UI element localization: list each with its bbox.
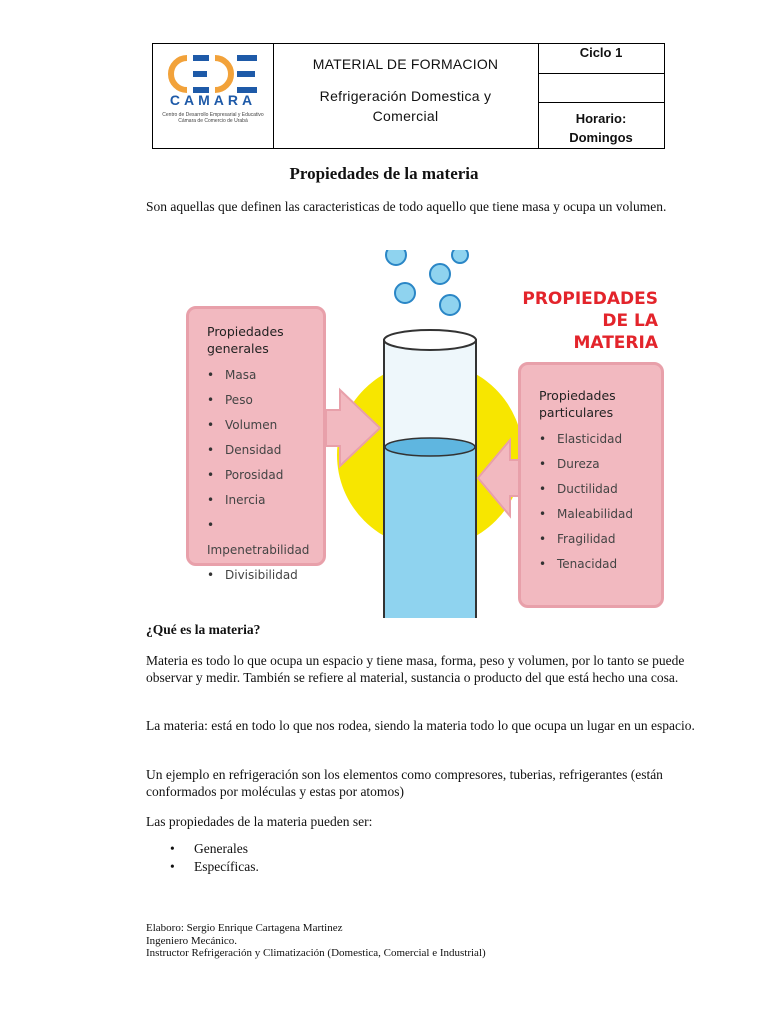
general-properties-title: Propiedades generales [207, 324, 284, 356]
footer-role: Instructor Refrigeración y Climatización (Domestica, Comercial e Industrial) [146, 947, 486, 959]
particular-properties-panel [518, 362, 664, 608]
paragraph-definition: Materia es todo lo que ocupa un espacio y tiene masa, forma, peso y volumen, por lo tanto se puede observar y medir. También se refiere al material, sustancia o producto del que está hecho una cosa. [146, 653, 685, 685]
general-properties-list [207, 363, 323, 588]
heading-line: PROPIEDADES [522, 289, 658, 309]
list-item: • Divisibilidad [207, 563, 323, 588]
list-item: • Ductilidad [539, 477, 661, 502]
list-item: • Porosidad [207, 463, 323, 488]
title-cell [273, 44, 539, 148]
general-properties-panel [186, 306, 326, 582]
bubble-icon [395, 283, 415, 303]
paragraph-refrigeration-example: Un ejemplo en refrigeración son los elementos como compresores, tuberias, refrigerantes (están conformados por moléculas y estas por atomos) [146, 767, 663, 799]
course-name: Refrigeración Domestica y Comercial [319, 88, 492, 124]
logo-camara-text: CAMARA [169, 92, 257, 108]
horario-label: Horario: [575, 111, 627, 126]
list-item: • Maleabilidad [539, 502, 661, 527]
footer-profession: Ingeniero Mecánico. [146, 934, 238, 947]
material-title: MATERIAL DE FORMACION [312, 56, 499, 72]
list-item: • Tenacidad [539, 552, 661, 577]
cede-logo-icon [161, 50, 265, 98]
empty-cell [538, 74, 664, 103]
author-footer [146, 922, 486, 960]
particular-properties-title: Propiedades particulares [539, 388, 616, 420]
bubble-icon [440, 295, 460, 315]
logo-cell [153, 44, 274, 148]
list-item: • Inercia [207, 488, 323, 513]
logo-subtitle-line: Cámara de Comercio de Urabá [178, 118, 248, 124]
heading-line: MATERIA [573, 333, 658, 353]
list-item: • Volumen [207, 413, 323, 438]
bubble-icon [452, 250, 468, 263]
list-item: • Masa [207, 363, 323, 388]
list-item: • Generales [170, 840, 259, 858]
list-item: • Elasticidad [539, 427, 661, 452]
properties-type-list [170, 840, 259, 876]
schedule-cell [538, 44, 664, 148]
heading-line: DE LA [602, 311, 658, 331]
intro-paragraph: Son aquellas que definen las caracteristicas de todo aquello que tiene masa y ocupa un volumen. [146, 199, 667, 214]
list-item: • Específicas. [170, 858, 259, 876]
paragraph-everywhere: La materia: está en todo lo que nos rodea, siendo la materia todo lo que ocupa un lugar en un espacio. [146, 718, 695, 733]
paragraph-properties-intro: Las propiedades de la materia pueden ser: [146, 814, 373, 829]
bubble-icon [386, 250, 406, 265]
bubble-icon [430, 264, 450, 284]
list-item: • Impenetrabilidad [207, 513, 323, 563]
water-fill [385, 447, 475, 618]
horario-value: Domingos [569, 130, 633, 145]
list-item: • Fragilidad [539, 527, 661, 552]
properties-heading [498, 288, 658, 354]
question-heading: ¿Qué es la materia? [146, 622, 261, 637]
document-title: Propiedades de la materia [289, 164, 479, 183]
list-item: • Peso [207, 388, 323, 413]
properties-illustration [180, 250, 670, 618]
list-item: • Dureza [539, 452, 661, 477]
logo-subtitle-line: Centro de Desarrollo Empresarial y Educativo [162, 112, 264, 118]
logo-subtitle [153, 112, 273, 124]
footer-author: Elaboro: Sergio Enrique Cartagena Martinez [146, 922, 343, 934]
particular-properties-list [539, 427, 661, 577]
header-table [152, 43, 665, 149]
ciclo-label: Ciclo 1 [538, 44, 664, 74]
list-item: • Densidad [207, 438, 323, 463]
horario-block [538, 103, 664, 147]
